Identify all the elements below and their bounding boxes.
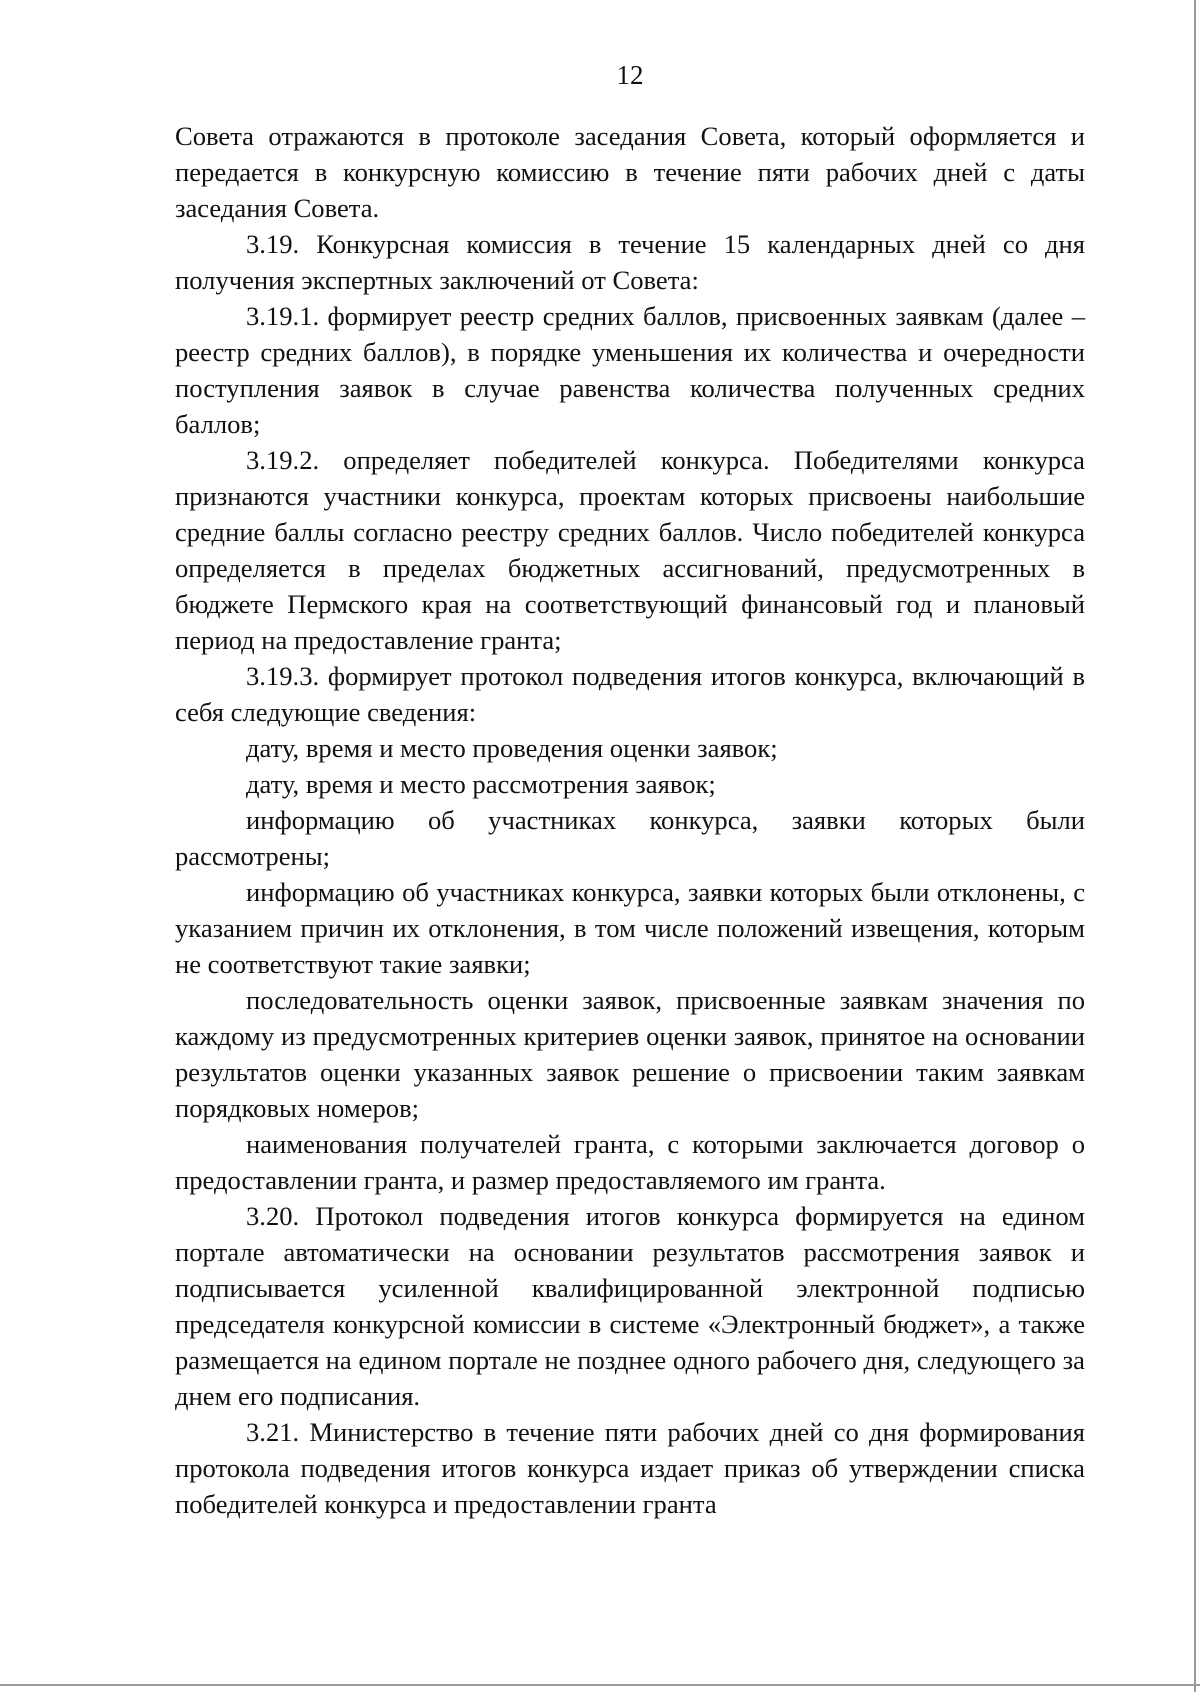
- document-body: [175, 118, 1085, 1522]
- paragraph-3-21: 3.21. Министерство в течение пяти рабочих дней со дня формирования протокола подведения итогов конкурса издает приказ об утверждении списка победителей конкурса и предоставлении гранта: [175, 1417, 1085, 1519]
- paragraph-3-19: 3.19. Конкурсная комиссия в течение 15 календарных дней со дня получения экспертных заключений от Совета:: [175, 229, 1085, 295]
- paragraph-3-19-2: 3.19.2. определяет победителей конкурса. Победителями конкурса признаются участники конкурса, проектам которых присвоены наибольшие средние баллы согласно реестру средних баллов. Число победителей конкурса определяется в пределах бюджетных ассигнований, предусмотренных в бюджете Пермского края на соответствующий финансовый год и плановый период на предоставление гранта;: [175, 445, 1085, 655]
- paragraph-3-20: 3.20. Протокол подведения итогов конкурса формируется на едином портале автоматически на основании результатов рассмотрения заявок и подписывается усиленной квалифицированной электронной подписью председателя конкурсной комиссии в системе «Электронный бюджет», а также размещается на едином портале не позднее одного рабочего дня, следующего за днем его подписания.: [175, 1201, 1085, 1411]
- paragraph-3-19-3: 3.19.3. формирует протокол подведения итогов конкурса, включающий в себя следующие сведения:: [175, 661, 1085, 727]
- scan-edge-right: [1194, 0, 1196, 1692]
- paragraph-3-19-1: 3.19.1. формирует реестр средних баллов, присвоенных заявкам (далее – реестр средних баллов), в порядке уменьшения их количества и очередности поступления заявок в случае равенства количества полученных средних баллов;: [175, 301, 1085, 439]
- list-item-assessment-date: дату, время и место проведения оценки заявок;: [246, 733, 778, 763]
- scan-edge-bottom: [0, 1684, 1200, 1686]
- paragraph-continuation: Совета отражаются в протоколе заседания Совета, который оформляется и передается в конкурсную комиссию в течение пяти рабочих дней с даты заседания Совета.: [175, 121, 1085, 223]
- page-number: 12: [616, 60, 644, 90]
- list-item-reviewed-participants: информацию об участниках конкурса, заявки которых были рассмотрены;: [175, 805, 1085, 871]
- list-item-assessment-sequence: последовательность оценки заявок, присвоенные заявкам значения по каждому из предусмотренных критериев оценки заявок, принятое на основании результатов оценки указанных заявок решение о присвоении таким заявкам порядковых номеров;: [175, 985, 1085, 1123]
- list-item-rejected-participants: информацию об участниках конкурса, заявки которых были отклонены, с указанием причин их отклонения, в том числе положений извещения, которым не соответствуют такие заявки;: [175, 877, 1085, 979]
- list-item-review-date: дату, время и место рассмотрения заявок;: [246, 769, 716, 799]
- list-item-grant-recipients: наименования получателей гранта, с которыми заключается договор о предоставлении гранта, и размер предоставляемого им гранта.: [175, 1129, 1085, 1195]
